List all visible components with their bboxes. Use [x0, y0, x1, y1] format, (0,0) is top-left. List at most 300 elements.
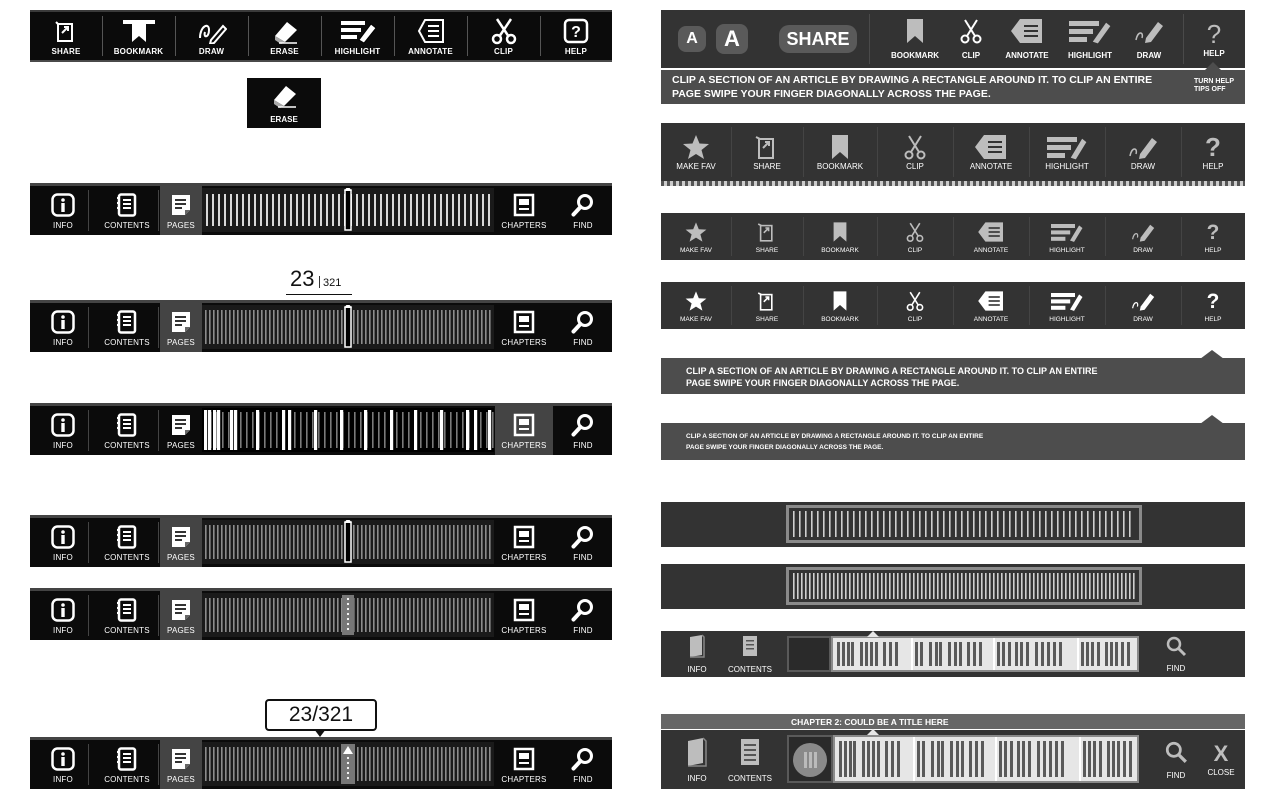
close-label: CLOSE	[1207, 768, 1235, 777]
magnifier-icon	[571, 523, 595, 551]
scrubber-tick	[977, 573, 979, 599]
info-icon	[51, 596, 75, 624]
scrubber-tick	[1117, 511, 1119, 537]
clip-label: CLIP	[906, 161, 924, 171]
share-button[interactable]	[731, 282, 803, 329]
chapter-strip[interactable]	[831, 636, 1139, 672]
chapter-page-tick	[956, 741, 959, 777]
divider	[88, 744, 89, 785]
bookmark-icon	[904, 18, 926, 49]
chapter-page-tick	[847, 642, 850, 666]
font-large-label: A	[724, 26, 740, 51]
bookmark-button[interactable]	[102, 12, 175, 60]
share-button[interactable]	[731, 123, 803, 181]
scrubber-tick	[1045, 511, 1047, 537]
highlight-button[interactable]	[1029, 213, 1105, 260]
book-navigation-bar	[30, 183, 612, 235]
scissors-icon	[905, 222, 924, 243]
page-scrubber[interactable]	[202, 593, 494, 637]
chapter-strip-ticks	[833, 638, 1137, 670]
scrubber-tick	[969, 573, 971, 599]
turn-help-tips-off-line2[interactable]: TIPS OFF	[1194, 86, 1226, 93]
scrubber-tick	[865, 511, 867, 537]
bookmark-button[interactable]	[803, 213, 877, 260]
chapters-label: CHAPTERS	[501, 441, 547, 450]
scrubber-tick	[1081, 573, 1083, 599]
star-icon	[682, 134, 710, 160]
chapter-page-tick	[931, 741, 934, 777]
info-button[interactable]	[38, 303, 88, 352]
scrubber-tick	[853, 573, 855, 599]
contents-button[interactable]	[92, 591, 162, 640]
scrubber-tick	[853, 511, 855, 537]
chapter-page-tick	[1002, 642, 1005, 666]
contents-label: CONTENTS	[104, 626, 150, 635]
chapter-page-tick	[842, 642, 845, 666]
chapters-button[interactable]	[495, 186, 553, 235]
book-navigation-bar	[30, 515, 612, 567]
contents-icon	[116, 411, 138, 439]
info-button[interactable]	[38, 740, 88, 789]
contents-button[interactable]	[727, 631, 773, 677]
scrubber-tick	[871, 511, 873, 537]
eraser-icon	[270, 82, 298, 113]
annotate-button[interactable]	[394, 12, 467, 60]
scrubber-tick	[1053, 573, 1055, 599]
help-icon: ?	[1206, 289, 1220, 313]
scrubber-tick	[1057, 573, 1059, 599]
chapter-page-tick	[1117, 741, 1120, 777]
highlight-icon	[339, 17, 377, 45]
draw-icon	[1134, 18, 1164, 49]
scrubber-tick	[1125, 573, 1127, 599]
chapter-page-tick	[1028, 741, 1031, 777]
annotate-label: ANNOTATE	[408, 46, 453, 56]
divider	[88, 595, 89, 636]
font-size-small-button[interactable]	[678, 26, 706, 52]
annotate-icon	[977, 291, 1004, 312]
draw-button[interactable]	[1121, 10, 1177, 68]
find-button[interactable]	[560, 406, 606, 455]
scrubber-tick	[965, 573, 967, 599]
help-button[interactable]	[540, 12, 612, 60]
chapter-page-tick	[975, 741, 978, 777]
book-icon	[688, 634, 706, 663]
info-button[interactable]	[38, 518, 88, 567]
current-chapter-knob[interactable]	[793, 743, 827, 777]
find-button[interactable]	[560, 740, 606, 789]
chapter-page-tick	[1026, 642, 1029, 666]
erase-popup-label: ERASE	[270, 115, 298, 124]
draw-button[interactable]	[1105, 282, 1181, 329]
scrubber-tick	[901, 511, 903, 537]
chapter-navigator	[661, 631, 1245, 677]
clip-label: CLIP	[907, 247, 923, 254]
find-label: FIND	[1166, 664, 1186, 673]
scrubber-tick	[973, 511, 975, 537]
contents-icon	[741, 634, 759, 663]
clip-label: CLIP	[907, 316, 923, 323]
page-scrubber[interactable]	[202, 408, 494, 452]
bookmark-button[interactable]	[803, 282, 877, 329]
pages-button[interactable]	[160, 406, 202, 455]
annotate-button[interactable]	[953, 282, 1029, 329]
info-button[interactable]	[38, 591, 88, 640]
page-scrubber[interactable]	[786, 567, 1142, 605]
contents-button[interactable]	[92, 740, 162, 789]
chapter-page-tick	[1110, 642, 1113, 666]
pages-button[interactable]	[160, 740, 202, 789]
draw-button[interactable]	[175, 12, 248, 60]
scrubber-tick	[805, 573, 807, 599]
help-button[interactable]	[1181, 213, 1245, 260]
scrubber-tick	[913, 573, 915, 599]
chapters-button[interactable]	[495, 406, 553, 455]
chapter-page-tick	[969, 741, 972, 777]
scrubber-tick	[991, 511, 993, 537]
draw-label: DRAW	[1133, 247, 1153, 254]
help-button[interactable]	[1187, 10, 1241, 68]
help-button[interactable]	[1181, 282, 1245, 329]
info-label: INFO	[53, 221, 73, 230]
make-fav-button[interactable]	[661, 213, 731, 260]
magnifier-icon	[571, 745, 595, 773]
help-button[interactable]	[1181, 123, 1245, 181]
chapter-page-tick	[1112, 741, 1115, 777]
scrubber-tick	[1105, 573, 1107, 599]
scrubber-tick	[805, 511, 807, 537]
scrubber-tick	[837, 573, 839, 599]
bookmark-label: BOOKMARK	[821, 247, 859, 254]
divider	[88, 190, 89, 231]
svg-text:?: ?	[571, 23, 581, 41]
chapter-divider	[993, 638, 995, 670]
clip-button[interactable]	[951, 10, 991, 68]
chapter-page-tick	[875, 642, 878, 666]
help-tip-banner	[661, 358, 1245, 394]
help-tip-text-line2: PAGE SWIPE YOUR FINGER DIAGONALLY ACROSS THE PAGE.	[672, 88, 991, 100]
share-button[interactable]	[731, 213, 803, 260]
close-button[interactable]	[1201, 730, 1241, 789]
scrubber-tick	[1005, 573, 1007, 599]
chapter-page-tick	[937, 741, 940, 777]
find-button[interactable]	[560, 591, 606, 640]
contents-label: CONTENTS	[104, 221, 150, 230]
erase-button[interactable]	[248, 12, 321, 60]
chapter-page-tick	[948, 642, 951, 666]
help-tip-text-line1: CLIP A SECTION OF AN ARTICLE BY DRAWING A RECTANGLE AROUND IT. TO CLIP AN ENTIRE	[686, 433, 984, 440]
scrubber-tick	[1009, 573, 1011, 599]
chapters-button[interactable]	[495, 303, 553, 352]
scissors-icon	[491, 17, 517, 45]
pages-button[interactable]	[160, 591, 202, 640]
scrubber-tick	[1113, 573, 1115, 599]
clip-label: CLIP	[493, 46, 514, 56]
chapter-page-tick	[1105, 642, 1108, 666]
chapter-divider	[1079, 737, 1081, 781]
page-scrubber[interactable]	[202, 742, 494, 786]
scrubber-tick	[993, 573, 995, 599]
make-fav-button[interactable]	[661, 282, 731, 329]
make-fav-button[interactable]	[661, 123, 731, 181]
help-icon: ?	[1206, 220, 1220, 244]
share-label: SHARE	[51, 46, 81, 56]
magnifier-icon	[571, 308, 595, 336]
chapter-page-tick	[862, 741, 865, 777]
contents-label: CONTENTS	[104, 775, 150, 784]
scrubber-tick	[825, 573, 827, 599]
contents-icon	[739, 737, 761, 772]
chapter-page-tick	[1041, 642, 1044, 666]
contents-button[interactable]	[92, 518, 162, 567]
divider	[158, 307, 159, 348]
clip-button[interactable]	[877, 282, 953, 329]
scrubber-tick	[1057, 511, 1059, 537]
chapter-page-tick	[1004, 741, 1007, 777]
divider	[158, 190, 159, 231]
help-label: HELP	[1202, 161, 1224, 171]
chapter-title-banner	[661, 714, 1245, 729]
star-icon	[685, 291, 707, 312]
draw-button[interactable]	[1105, 123, 1181, 181]
scrubber-tick	[979, 511, 981, 537]
scrubber-tick	[1093, 573, 1095, 599]
share-label: SHARE	[786, 28, 850, 49]
scrubber-tick	[1021, 511, 1023, 537]
scrubber-tick	[857, 573, 859, 599]
chapter-page-tick	[867, 741, 870, 777]
pages-icon	[170, 308, 192, 336]
bookmark-button[interactable]	[803, 123, 877, 181]
chapter-page-tick	[981, 741, 984, 777]
annotate-button[interactable]	[953, 123, 1029, 181]
scrubber-tick	[905, 573, 907, 599]
book-navigation-bar	[30, 588, 612, 640]
chapter-page-tick	[1010, 741, 1013, 777]
scrubber-tick	[813, 573, 815, 599]
divider	[1183, 14, 1184, 64]
chapter-strip[interactable]	[833, 735, 1139, 783]
magnifier-icon	[1165, 635, 1187, 662]
chapter-page-tick	[872, 741, 875, 777]
pages-button[interactable]	[160, 303, 202, 352]
draw-icon	[1128, 134, 1158, 160]
scrubber-tick	[909, 573, 911, 599]
scrubber-tick	[881, 573, 883, 599]
contents-icon	[116, 523, 138, 551]
scrubber-tick	[1009, 511, 1011, 537]
chapter-page-tick	[979, 642, 982, 666]
annotate-button[interactable]	[996, 10, 1058, 68]
contents-button[interactable]	[727, 730, 773, 789]
highlight-icon	[1050, 222, 1084, 243]
scrubber-tick	[925, 511, 927, 537]
chapter-page-tick	[1099, 741, 1102, 777]
scrubber-tick	[849, 573, 851, 599]
info-label: INFO	[687, 665, 707, 674]
chapters-button[interactable]	[495, 591, 553, 640]
scrubber-tick	[1051, 511, 1053, 537]
contents-button[interactable]	[92, 303, 162, 352]
chapter-page-tick	[870, 642, 873, 666]
share-label: SHARE	[755, 316, 779, 323]
highlight-button[interactable]	[1029, 282, 1105, 329]
help-tip-text-line2: PAGE SWIPE YOUR FINGER DIAGONALLY ACROSS THE PAGE.	[686, 378, 960, 388]
info-icon	[51, 308, 75, 336]
share-label: SHARE	[753, 161, 781, 171]
scrubber-tick	[1029, 573, 1031, 599]
chapter-page-tick	[959, 642, 962, 666]
scrubber-tick	[931, 511, 933, 537]
page-scrubber[interactable]	[202, 520, 494, 564]
scrubber-tick	[929, 573, 931, 599]
scrubber-tick	[1065, 573, 1067, 599]
page-scrubber[interactable]	[202, 188, 494, 232]
toolbar-bottom-edge	[661, 181, 1245, 186]
chapters-icon	[513, 745, 535, 773]
scrubber-tick	[817, 573, 819, 599]
contents-button[interactable]	[92, 186, 162, 235]
scrubber-tick	[1101, 573, 1103, 599]
turn-help-tips-off-line1[interactable]: TURN HELP	[1194, 78, 1235, 85]
share-button[interactable]	[30, 12, 102, 60]
scrubber-tick	[937, 511, 939, 537]
contents-icon	[116, 308, 138, 336]
page-scrubber[interactable]	[786, 505, 1142, 543]
find-button[interactable]	[1161, 631, 1191, 677]
divider	[88, 307, 89, 348]
chapter-page-tick	[1020, 642, 1023, 666]
close-icon: X	[1213, 741, 1229, 766]
pages-button[interactable]	[160, 186, 202, 235]
info-icon	[51, 411, 75, 439]
scrubber-tick	[1037, 573, 1039, 599]
chapter-thumbnail-slot	[787, 735, 833, 783]
scrubber-tick	[1069, 573, 1071, 599]
scrubber-tick	[1129, 573, 1131, 599]
chapter-divider	[1077, 638, 1079, 670]
erase-popup[interactable]	[247, 78, 321, 128]
chapter-page-tick	[922, 741, 925, 777]
scrubber-tick	[957, 573, 959, 599]
font-size-large-button[interactable]	[716, 24, 748, 54]
scrubber-tick	[973, 573, 975, 599]
book-navigation-bar	[30, 403, 612, 455]
info-button[interactable]	[679, 631, 715, 677]
clip-button[interactable]	[877, 213, 953, 260]
info-button[interactable]	[679, 730, 715, 789]
share-button[interactable]	[779, 25, 857, 53]
chapter-page-tick	[1097, 642, 1100, 666]
scrubber-tick	[945, 573, 947, 599]
chapter-page-tick	[1037, 741, 1040, 777]
chapters-icon	[513, 411, 535, 439]
page-count-text: 23/321	[288, 703, 354, 726]
clip-button[interactable]	[467, 12, 540, 60]
chapters-icon	[513, 596, 535, 624]
pages-button[interactable]	[160, 518, 202, 567]
chapter-page-tick	[1127, 642, 1130, 666]
annotate-icon	[977, 222, 1004, 243]
chapter-page-tick	[1022, 741, 1025, 777]
chapters-button[interactable]	[495, 518, 553, 567]
highlight-button[interactable]	[321, 12, 394, 60]
info-button[interactable]	[38, 406, 88, 455]
chapter-page-tick	[967, 642, 970, 666]
highlight-icon	[1046, 134, 1088, 160]
annotate-button[interactable]	[953, 213, 1029, 260]
magnifier-icon	[1164, 740, 1188, 769]
scrubber-tick	[869, 573, 871, 599]
help-tip-banner	[661, 423, 1245, 460]
info-label: INFO	[53, 626, 73, 635]
chapter-page-tick	[920, 642, 923, 666]
chapter-page-tick	[860, 642, 863, 666]
highlight-button[interactable]	[1059, 10, 1121, 68]
contents-button[interactable]	[92, 406, 162, 455]
info-icon	[51, 745, 75, 773]
chapter-page-tick	[1061, 741, 1064, 777]
scrubber-tick	[1027, 511, 1029, 537]
bookmark-button[interactable]	[875, 10, 955, 68]
chapter-page-tick	[897, 741, 900, 777]
pages-icon	[170, 745, 192, 773]
scrubber-tick	[1033, 573, 1035, 599]
scrubber-tick	[829, 511, 831, 537]
chapter-page-tick	[997, 642, 1000, 666]
chapter-page-tick	[1047, 642, 1050, 666]
highlight-button[interactable]	[1029, 123, 1105, 181]
find-button[interactable]	[560, 186, 606, 235]
scrubber-tick	[883, 511, 885, 537]
scrubber-tick	[941, 573, 943, 599]
find-button[interactable]	[1161, 730, 1191, 789]
scrubber-tick	[889, 511, 891, 537]
annotate-icon	[417, 17, 445, 45]
draw-label: DRAW	[198, 46, 225, 56]
scrubber-tick	[955, 511, 957, 537]
find-button[interactable]	[560, 518, 606, 567]
scrubber-tick	[895, 511, 897, 537]
chapter-page-tick	[1088, 741, 1091, 777]
scrubber-tick	[1025, 573, 1027, 599]
scrubber-tick	[865, 573, 867, 599]
share-icon	[757, 222, 778, 243]
find-button[interactable]	[560, 303, 606, 352]
chapter-page-tick	[889, 642, 892, 666]
chapter-page-tick	[1083, 741, 1086, 777]
info-button[interactable]	[38, 186, 88, 235]
page-indicator	[286, 266, 352, 296]
draw-button[interactable]	[1105, 213, 1181, 260]
page-scrubber[interactable]	[202, 305, 494, 349]
clip-button[interactable]	[877, 123, 953, 181]
scrubber-tick	[1061, 573, 1063, 599]
contents-label: CONTENTS	[728, 665, 772, 674]
find-label: FIND	[573, 626, 593, 635]
chapter-page-tick	[1059, 642, 1062, 666]
chapter-page-tick	[1015, 642, 1018, 666]
scrubber-tick	[889, 573, 891, 599]
chapters-button[interactable]	[495, 740, 553, 789]
contents-label: CONTENTS	[104, 553, 150, 562]
page-separator	[319, 276, 320, 288]
share-icon	[754, 134, 780, 160]
contents-icon	[116, 596, 138, 624]
scrubber-tick	[821, 573, 823, 599]
scrubber-tick	[829, 573, 831, 599]
chapter-page-tick	[851, 642, 854, 666]
